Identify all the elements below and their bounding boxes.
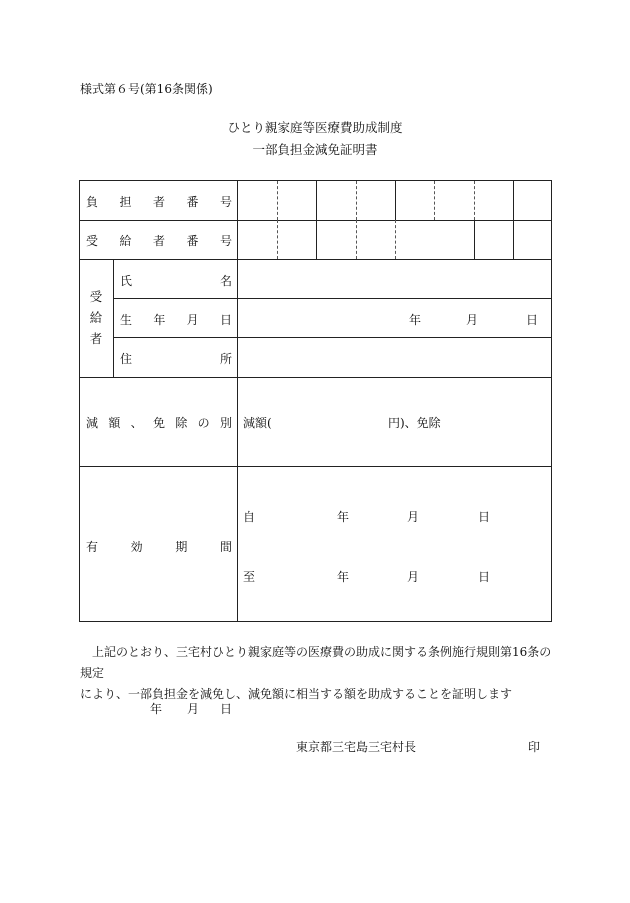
recipient-group-label: 受 給 者 [89,289,103,346]
recipient-number-label: 受 給 者 番 号 [86,234,232,248]
to-label: 至 [243,570,256,584]
reduction-amount-suffix: 円)、免除 [388,416,441,430]
issuer-name: 東京都三宅島三宅村長 [296,740,417,754]
column-divider [113,259,114,377]
date-month: 月 [187,702,200,716]
to-month: 月 [407,570,420,584]
from-month: 月 [407,510,420,524]
column-divider [237,181,238,621]
row-divider [80,466,551,467]
birth-day: 日 [526,313,539,327]
certification-line-2: により、一部負担金を減免し、減免額に相当する額を助成することを証明します [80,687,513,701]
row-divider [80,377,551,378]
birth-month: 月 [466,313,479,327]
row-divider [113,298,551,299]
form-number: 様式第６号(第16条関係) [80,82,213,96]
certificate-table [79,180,552,622]
certification-line-1: 上記のとおり、三宅村ひとり親家庭等の医療費の助成に関する条例施行規則第16条の規定 [80,645,552,680]
to-year: 年 [337,570,350,584]
row-divider [80,259,551,260]
date-day: 日 [220,702,233,716]
address-label: 住 所 [120,352,232,366]
to-day: 日 [478,570,491,584]
burden-number-label: 負 担 者 番 号 [86,195,232,209]
reduction-type-label: 減 額 、 免 除 の 別 [86,416,232,430]
seal-mark: 印 [528,740,541,754]
reduction-amount-prefix: 減額( [243,416,272,430]
document-subtitle: 一部負担金減免証明書 [252,142,378,157]
birthdate-label: 生 年 月 日 [120,313,232,327]
from-year: 年 [337,510,350,524]
certification-text [80,642,552,705]
row-divider [113,337,551,338]
validity-period-label: 有 効 期 間 [86,540,232,554]
document-title: ひとり親家庭等医療費助成制度 [227,120,403,135]
from-day: 日 [478,510,491,524]
name-label: 氏 名 [120,274,232,288]
from-label: 自 [243,510,256,524]
birth-year: 年 [409,313,422,327]
date-year: 年 [150,702,163,716]
